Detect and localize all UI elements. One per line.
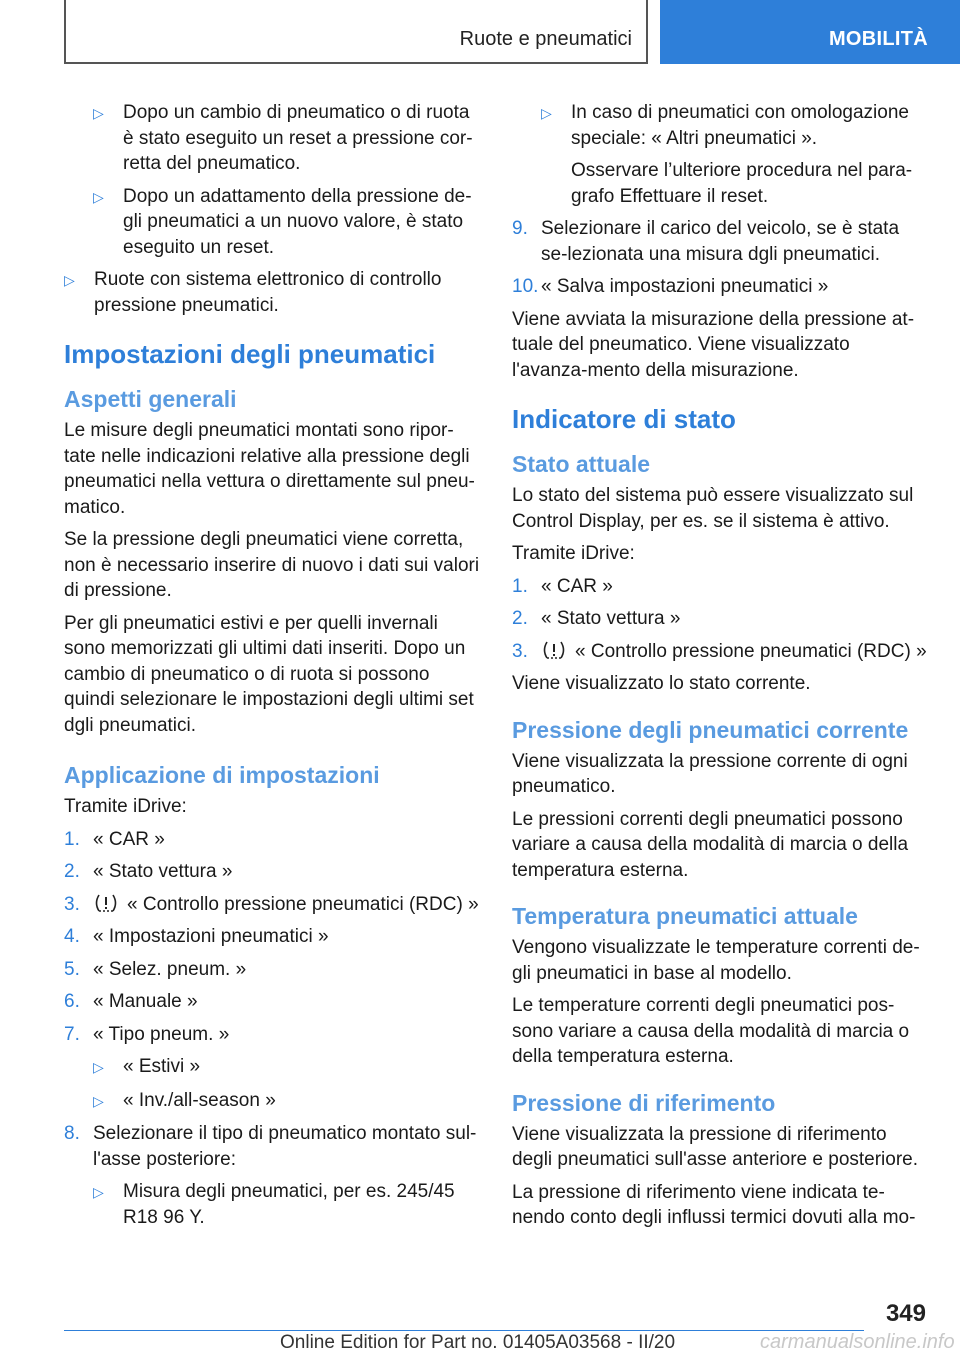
paragraph: Viene avviata la misurazione della pressione at-tuale del pneumatico. Viene visualizzato l'avanza-mento della misurazione. (512, 308, 915, 381)
edition-note: Online Edition for Part no. 01405A03568 - II/20 (280, 1332, 676, 1353)
triangle-bullet-icon: ▷ (93, 188, 104, 205)
list-item: ▷ « Inv./all-season » (93, 1088, 480, 1115)
heading-temperatura: Temperatura pneumatici attuale (512, 903, 858, 929)
heading-pressione-corrente: Pressione degli pneumatici corrente (512, 716, 909, 743)
list-item: ▷ Misura degli pneumatici, per es. 245/45 R18 96 Y. (93, 1179, 480, 1230)
list-item: ▷ « Estivi » (93, 1054, 480, 1081)
triangle-bullet-icon: ▷ (93, 1092, 104, 1109)
step-item: 3. « Controllo pressione pneumatici (RDC) » (64, 893, 479, 915)
paragraph: Tramite iDrive: (512, 543, 635, 564)
page-number: 349 (885, 1300, 926, 1327)
paragraph: Viene visualizzata la pressione corrente di ogni pneumatico. (512, 750, 908, 797)
triangle-bullet-icon: ▷ (93, 1059, 104, 1075)
heading-indicatore: Indicatore di stato (512, 404, 736, 434)
paragraph: Se la pressione degli pneumatici viene corretta, non è necessario inserire di nuovo i dati sui valori di pressione. (64, 529, 480, 601)
chapter-tab (660, 0, 960, 64)
page-header (0, 0, 960, 66)
heading-applicazione: Applicazione di impostazioni (64, 762, 380, 788)
section-title: Ruote e pneumatici (459, 28, 632, 50)
paragraph: Tramite iDrive: (64, 796, 187, 817)
chapter-title: MOBILITÀ (828, 28, 928, 50)
paragraph: Per gli pneumatici estivi e per quelli invernali sono memorizzati gli ultimi dati inseriti. Dopo un cambio di pneumatico o di ruota si possono quindi selezionare le impostazioni degli ultimi set dgli pneumatici. (64, 612, 474, 736)
footer-divider (64, 1330, 864, 1331)
paragraph: Viene visualizzata la pressione di riferimento degli pneumatici sull'asse anteriore e posteriore. (512, 1123, 919, 1170)
list-item: ▷ Dopo un cambio di pneumatico o di ruota è stato eseguito un reset a pressione cor-retta del pneumatico. (93, 100, 480, 177)
paragraph: Osservare l’ulteriore procedura nel para-grafo Effettuare il reset. (571, 160, 913, 207)
paragraph: Le misure degli pneumatici montati sono ripor-tate nelle indicazioni relative alla pressione degli pneumatici nella vettura o direttamente sul pneu-matico. (64, 420, 475, 518)
tire-pressure-warning-icon (93, 893, 119, 913)
paragraph: Lo stato del sistema può essere visualizzato sul Control Display, per es. se il sistema è attivo. (512, 485, 914, 532)
paragraph: Viene visualizzato lo stato corrente. (512, 673, 811, 694)
triangle-bullet-icon: ▷ (541, 105, 552, 121)
watermark: carmanualsonline.info (760, 1331, 955, 1353)
triangle-bullet-icon: ▷ (64, 272, 75, 288)
triangle-bullet-icon: ▷ (93, 1184, 104, 1200)
heading-impostazioni: Impostazioni degli pneumatici (64, 339, 436, 369)
step-item: 1. « CAR » (512, 575, 613, 597)
step-item: 7. « Tipo pneum. » (64, 1023, 230, 1045)
step-item: 3. « Controllo pressione pneumatici (RDC) » (512, 640, 927, 662)
step-item: 10. « Salva impostazioni pneumatici » (512, 276, 829, 297)
step-item: 1. « CAR » (64, 828, 165, 850)
left-column (64, 100, 480, 1237)
triangle-bullet-icon: ▷ (93, 105, 104, 121)
tire-pressure-warning-icon (541, 640, 567, 660)
heading-aspetti-generali: Aspetti generali (64, 386, 237, 412)
paragraph: La pressione di riferimento viene indicata te-nendo conto degli influssi termici dovuti alla mo- (512, 1181, 916, 1228)
step-item: 5. « Selez. pneum. » (64, 958, 247, 980)
section-tab (64, 0, 648, 64)
paragraph: Le temperature correnti degli pneumatici pos-sono variare a causa della modalità di marcia o della temperatura esterna. (512, 995, 910, 1067)
step-item: 2. « Stato vettura » (64, 861, 233, 882)
paragraph: Le pressioni correnti degli pneumatici possono variare a causa della modalità di marcia o della temperatura esterna. (512, 808, 909, 881)
step-item: 2. « Stato vettura » (512, 608, 681, 629)
list-item: ▷ Ruote con sistema elettronico di controllo pressione pneumatici. (64, 267, 480, 318)
step-item: 9. Selezionare il carico del veicolo, se è stata se-lezionata una misura dgli pneumatici. (512, 218, 900, 265)
right-column (512, 100, 928, 1238)
list-item: ▷ In caso di pneumatici con omologazione speciale: « Altri pneumatici ». (541, 100, 928, 151)
heading-stato-attuale: Stato attuale (512, 451, 651, 477)
heading-riferimento: Pressione di riferimento (512, 1089, 776, 1116)
step-item: 8. Selezionare il tipo di pneumatico montato sul-l'asse posteriore: (64, 1123, 477, 1170)
step-item: 4. « Impostazioni pneumatici » (64, 926, 329, 947)
step-item: 6. « Manuale » (64, 991, 198, 1012)
paragraph: Vengono visualizzate le temperature correnti de-gli pneumatici in base al modello. (512, 937, 920, 984)
list-item: ▷ Dopo un adattamento della pressione de-gli pneumatici a un nuovo valore, è stato eseguito un reset. (93, 184, 480, 261)
